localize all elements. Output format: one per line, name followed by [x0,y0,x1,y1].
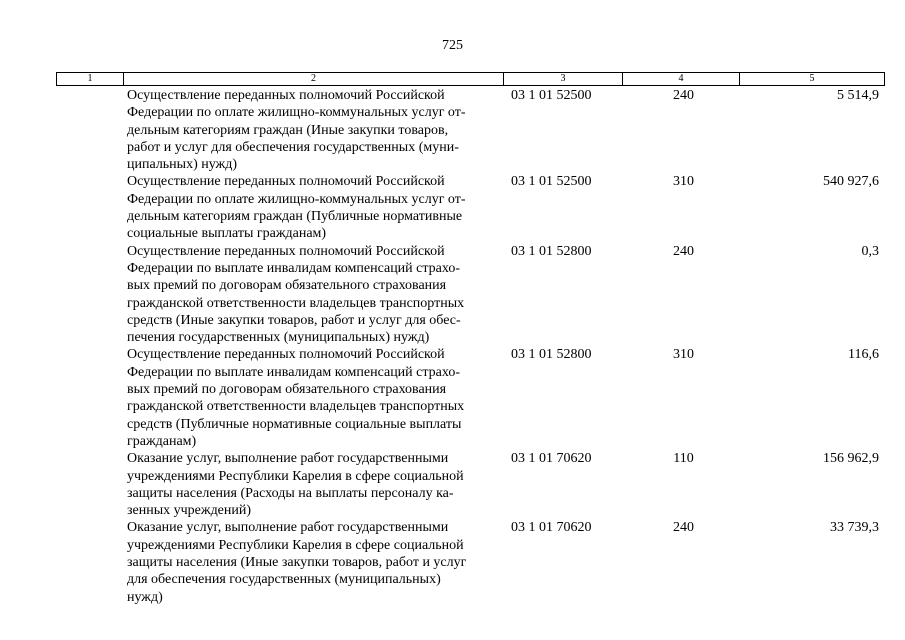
row-amount: 5 514,9 [837,88,879,103]
table-body [56,87,885,606]
row-description [127,87,504,173]
description-line: нужд) [127,589,163,605]
row-col-1 [56,243,127,347]
row-col-1 [56,173,127,242]
header-col-1: 1 [57,73,124,85]
row-description [127,346,504,450]
row-code: 03 1 01 52800 [511,243,592,259]
row-type: 240 [673,88,694,103]
description-line: Осуществление переданных полномочий Российской [127,347,445,363]
table-row [56,346,885,450]
row-code: 03 1 01 70620 [511,520,592,536]
description-line: средств (Иные закупки товаров, работ и услуг для обес- [127,312,461,328]
row-type: 310 [673,174,694,190]
row-code: 03 1 01 52500 [511,88,592,103]
description-line: Оказание услуг, выполнение работ государственными [127,451,449,467]
page-number: 725 [442,38,463,53]
description-line: учреждениями Республики Карелия в сфере социальной [127,468,464,484]
header-col-5: 5 [809,73,815,84]
row-description [127,450,504,519]
header-col-3: 3 [504,73,623,85]
row-type: 240 [673,243,694,259]
description-line: гражданской ответственности владельцев транспортных [127,399,465,415]
description-line: зенных учреждений) [127,503,252,519]
description-line: печения государственных (муниципальных) нужд) [127,330,430,346]
row-description [127,519,504,605]
row-type: 310 [673,347,694,363]
table-header [56,72,885,86]
row-code: 03 1 01 52800 [511,347,592,363]
row-amount: 0,3 [861,243,879,259]
header-col-2: 2 [124,73,504,85]
description-line: социальные выплаты гражданам) [127,226,327,242]
table-row [56,87,885,173]
row-type: 240 [673,520,694,536]
description-line: Осуществление переданных полномочий Российской [127,174,445,190]
description-line: Федерации по выплате инвалидам компенсаций страхо- [127,364,461,380]
row-amount: 156 962,9 [823,451,879,467]
row-col-1 [56,346,127,450]
row-code: 03 1 01 52500 [511,174,592,190]
header-col-4: 4 [623,73,740,85]
description-line: защиты населения (Расходы на выплаты персоналу ка- [127,485,454,501]
row-amount: 116,6 [848,347,879,363]
description-line: дельным категориям граждан (Публичные нормативные [127,209,463,225]
description-line: Федерации по оплате жилищно-коммунальных услуг от- [127,105,466,121]
description-line: вых премий по договорам обязательного страхования [127,278,447,294]
description-line: дельным категориям граждан (Иные закупки товаров, [127,122,449,138]
row-amount: 540 927,6 [823,174,879,190]
row-col-1 [56,450,127,519]
description-line: средств (Публичные нормативные социальные выплаты [127,416,462,432]
description-line: Осуществление переданных полномочий Российской [127,243,445,259]
row-col-1 [56,87,127,173]
description-line: вых премий по договорам обязательного страхования [127,382,447,398]
table-row [56,173,885,242]
description-line: Федерации по оплате жилищно-коммунальных услуг от- [127,191,466,207]
description-line: для обеспечения государственных (муниципальных) [127,572,441,588]
table-row [56,519,885,605]
description-line: гражданской ответственности владельцев транспортных [127,295,465,311]
description-line: ципальных) нужд) [127,157,238,173]
table-row [56,243,885,347]
row-description [127,243,504,347]
description-line: Федерации по выплате инвалидам компенсаций страхо- [127,260,461,276]
description-line: работ и услуг для обеспечения государственных (муни- [127,139,459,155]
row-code: 03 1 01 70620 [511,451,592,467]
row-description [127,173,504,242]
description-line: гражданам) [127,433,197,449]
description-line: Оказание услуг, выполнение работ государственными [127,520,449,536]
table-row [56,450,885,519]
row-type: 110 [673,451,694,467]
row-col-1 [56,519,127,605]
description-line: Осуществление переданных полномочий Российской [127,88,445,103]
description-line: учреждениями Республики Карелия в сфере социальной [127,537,464,553]
row-amount: 33 739,3 [830,520,879,536]
description-line: защиты населения (Иные закупки товаров, работ и услуг [127,555,467,571]
